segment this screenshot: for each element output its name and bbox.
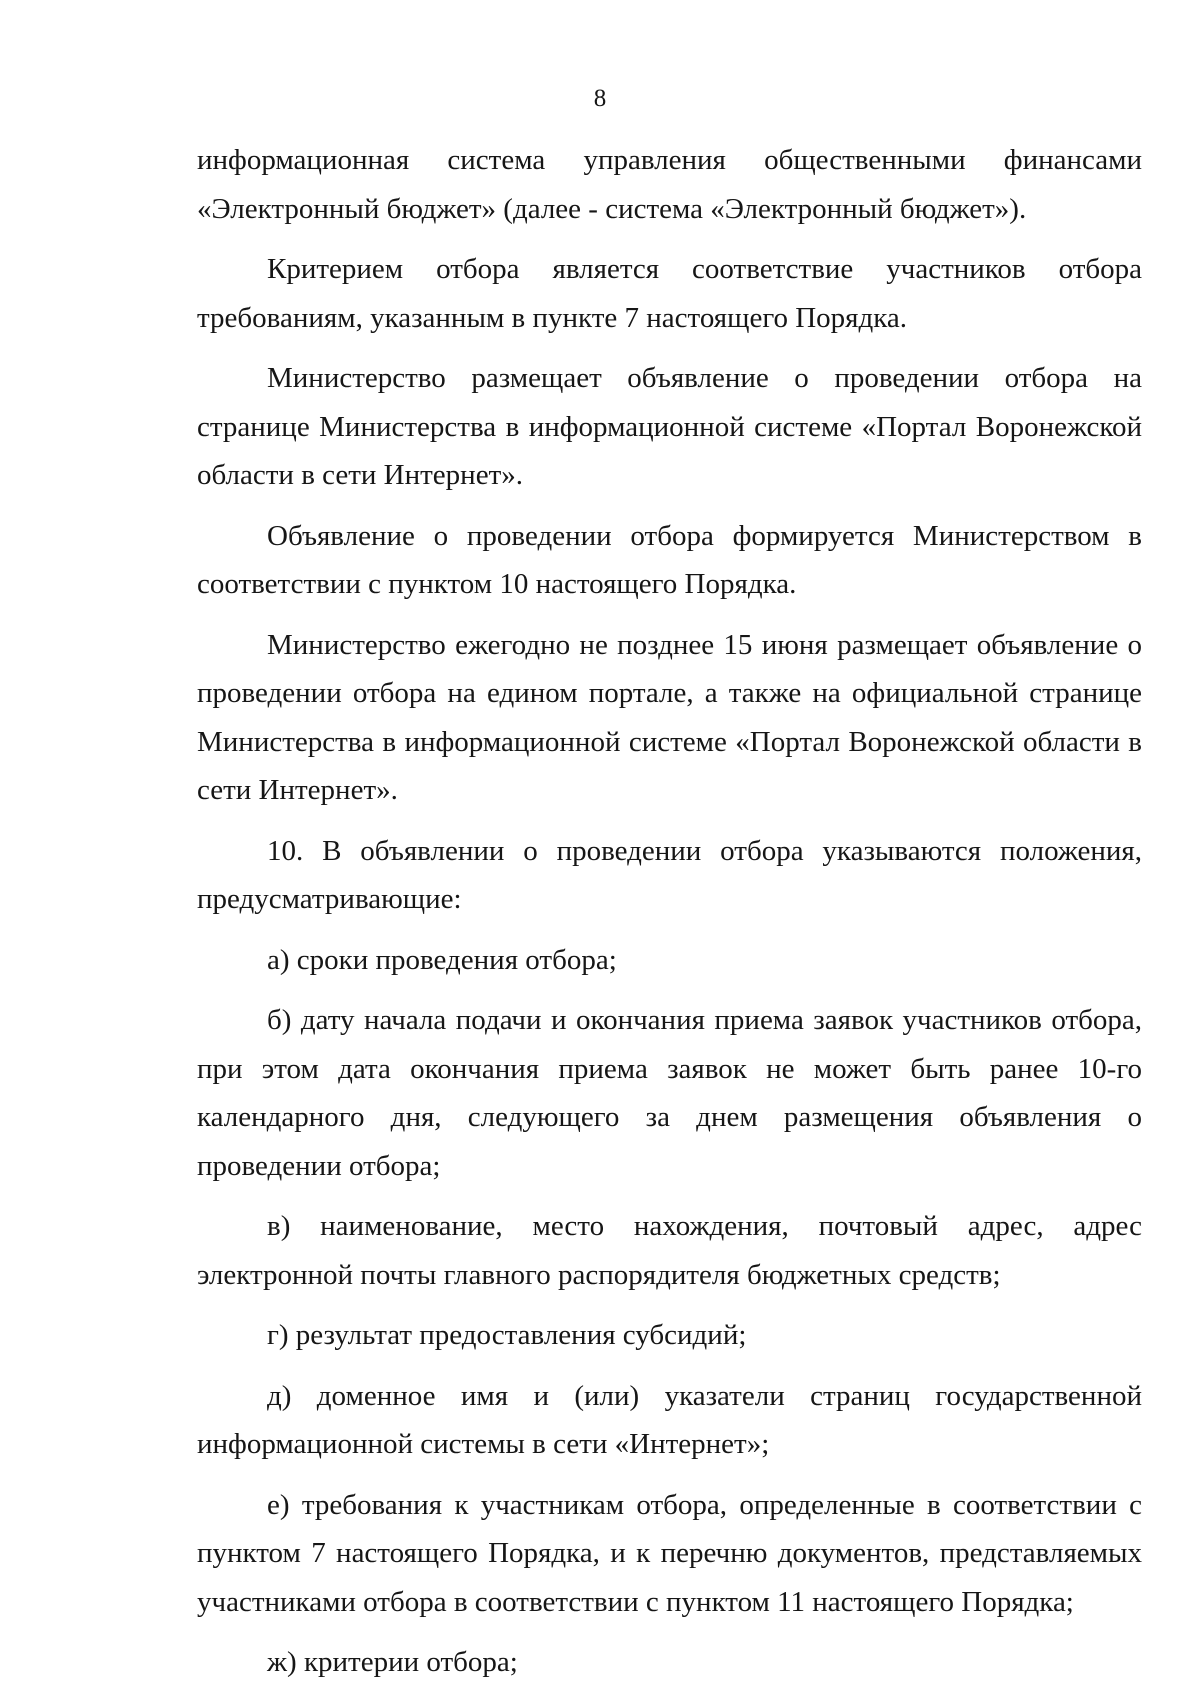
list-item-a: а) сроки проведения отбора; bbox=[267, 943, 617, 976]
list-item-b: б) дату начала подачи и окончания приема заявок участников отбора, при этом дата окончания приема заявок не может быть ранее 10-го календарного дня, следующего за днем размещения объявления о проведении отбора; bbox=[197, 1004, 1142, 1182]
paragraph-continuation: информационная система управления общественными финансами «Электронный бюджет» (далее - система «Электронный бюджет»). bbox=[197, 144, 1142, 225]
list-item-zh: ж) критерии отбора; bbox=[267, 1646, 518, 1678]
list-item-e: е) требования к участникам отбора, определенные в соответствии с пунктом 7 настоящего Порядка, и к перечню документов, представляемых участниками отбора в соответствии с пунктом 11 настоящего Порядка; bbox=[197, 1488, 1142, 1618]
paragraph-announcement-ministry-page: Министерство размещает объявление о проведении отбора на странице Министерства в информационной системе «Портал Воронежской области в сети Интернет». bbox=[197, 362, 1142, 491]
page-number: 8 bbox=[593, 85, 607, 112]
paragraph-announcement-formed: Объявление о проведении отбора формируется Министерством в соответствии с пунктом 10 настоящего Порядка. bbox=[197, 519, 1142, 600]
paragraph-selection-criterion: Критерием отбора является соответствие участников отбора требованиям, указанным в пункте 7 настоящего Порядка. bbox=[197, 253, 1142, 334]
list-item-g: г) результат предоставления субсидий; bbox=[267, 1319, 747, 1351]
list-item-d: д) доменное имя и (или) указатели страниц государственной информационной системы в сети «Интернет»; bbox=[197, 1379, 1142, 1460]
paragraph-annual-announcement: Министерство ежегодно не позднее 15 июня размещает объявление о проведении отбора на едином портале, а также на официальной странице Министерства в информационной системе «Портал Воронежской области в сети Интернет». bbox=[197, 628, 1142, 806]
paragraph-item-10: 10. В объявлении о проведении отбора указываются положения, предусматривающие: bbox=[197, 834, 1142, 915]
document-body bbox=[197, 136, 1142, 1687]
list-item-v: в) наименование, место нахождения, почтовый адрес, адрес электронной почты главного распорядителя бюджетных средств; bbox=[197, 1210, 1142, 1291]
